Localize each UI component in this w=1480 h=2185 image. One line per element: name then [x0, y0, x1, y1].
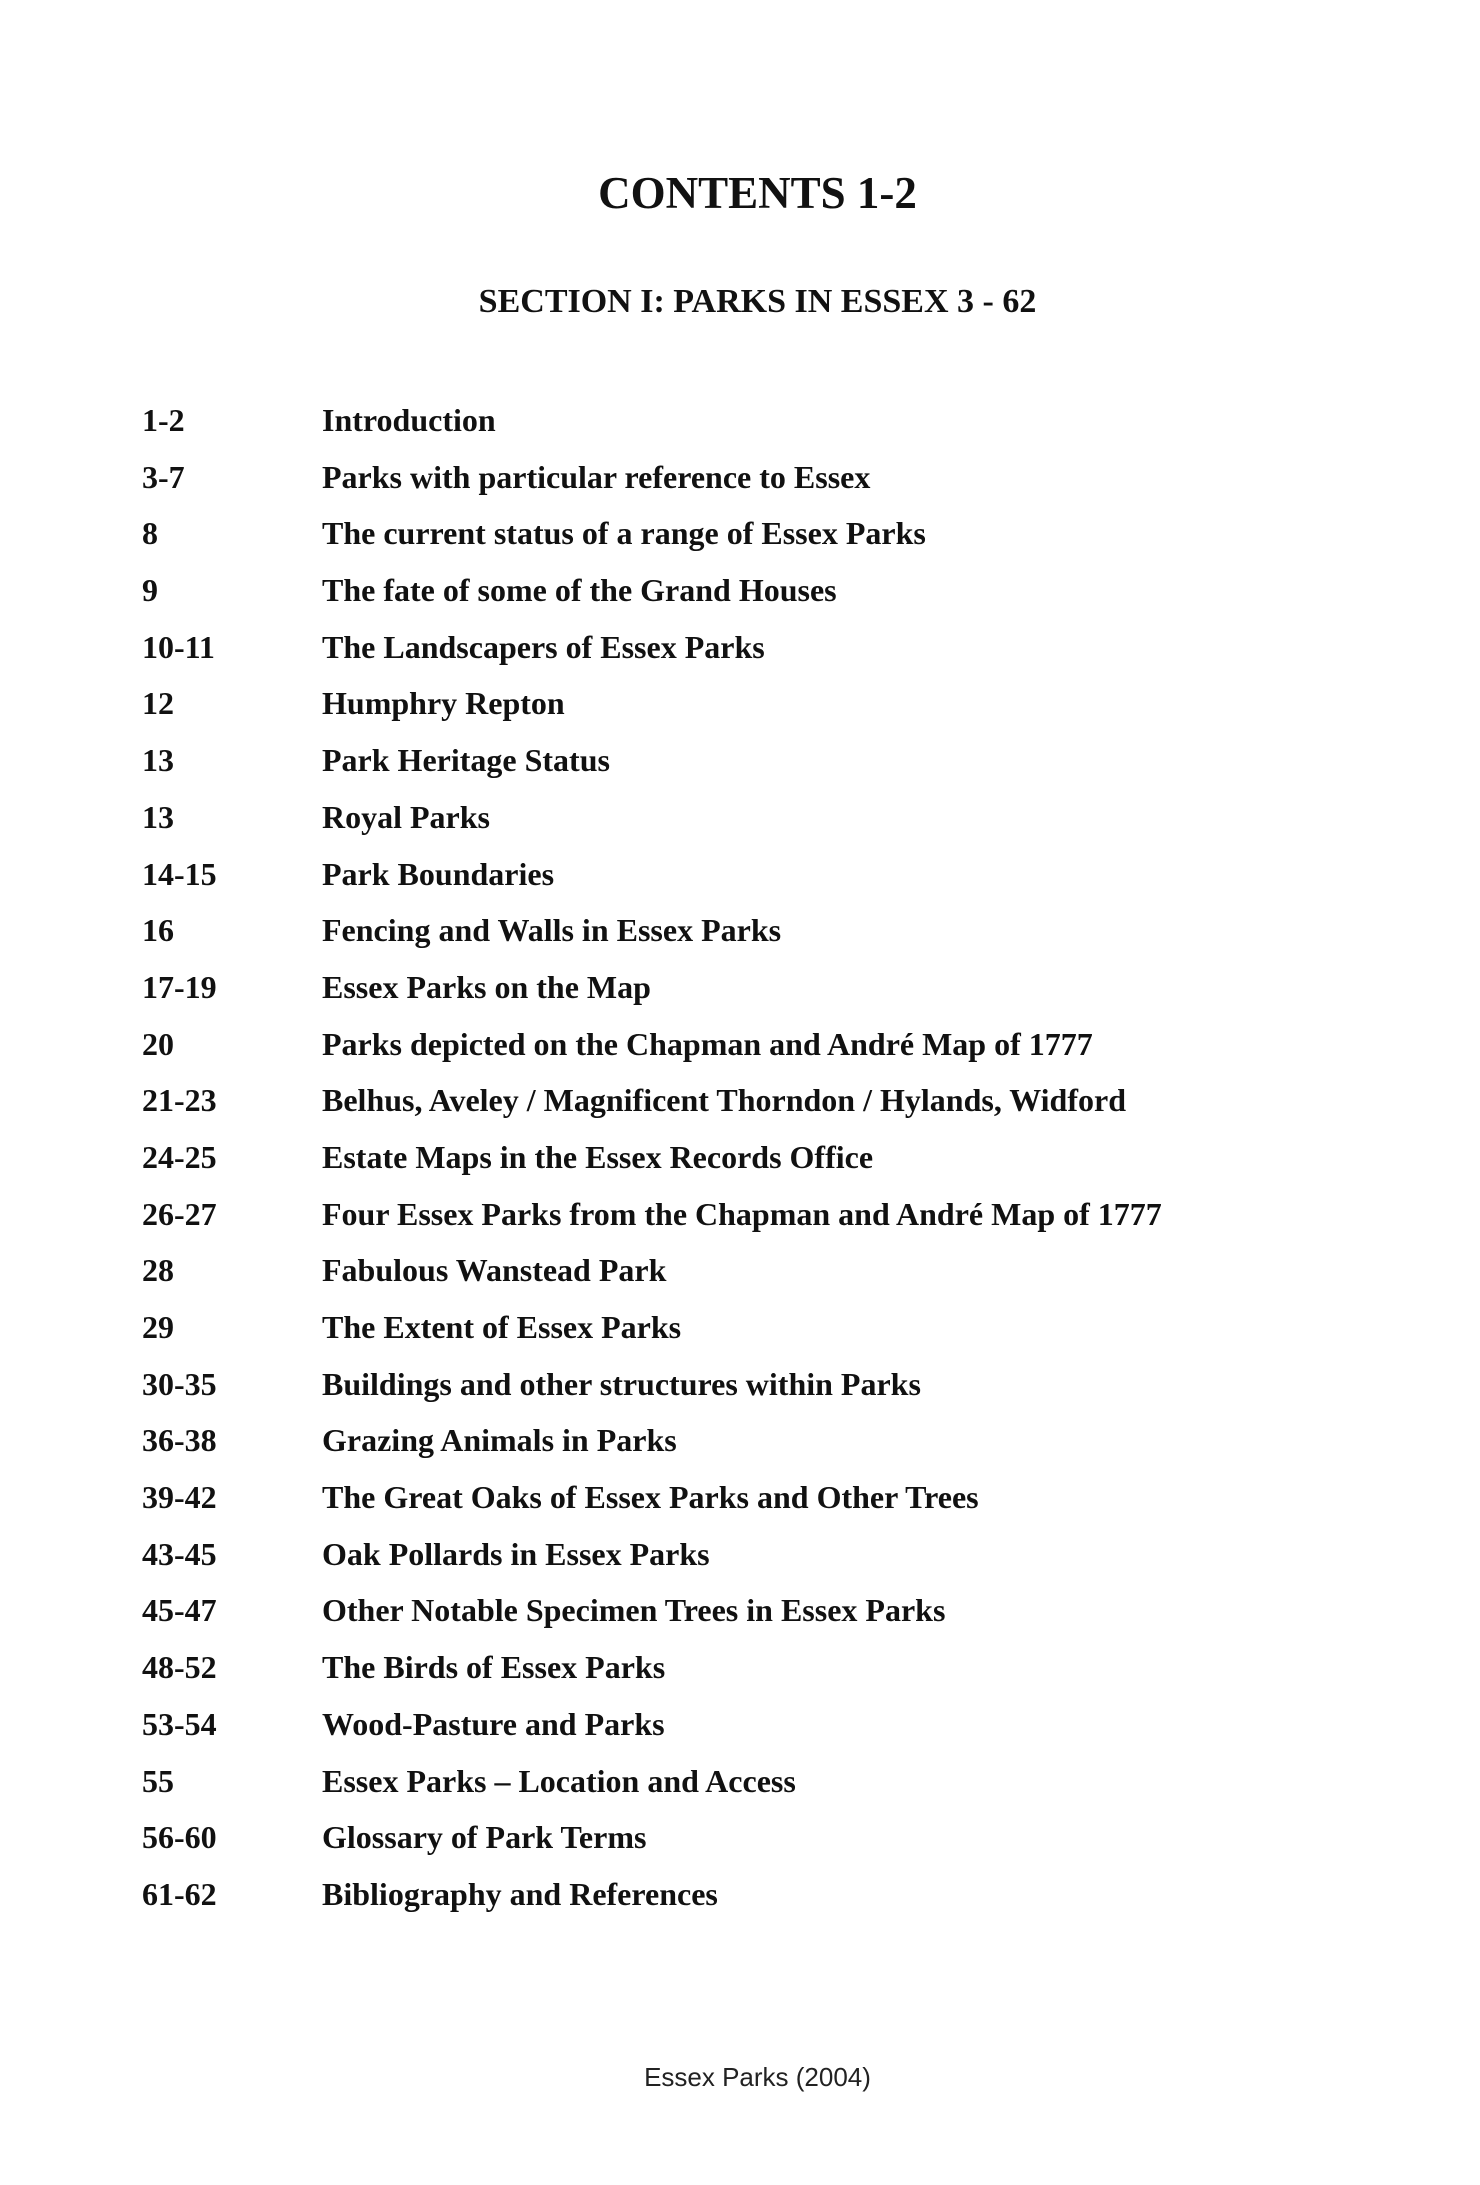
toc-entry: [142, 1305, 1342, 1362]
toc-entry-title: Oak Pollards in Essex Parks: [322, 1535, 710, 1572]
toc-entry-title: The Landscapers of Essex Parks: [322, 628, 765, 665]
toc-entry-title: Grazing Animals in Parks: [322, 1422, 677, 1459]
toc-entry-title: Four Essex Parks from the Chapman and André Map of 1777: [322, 1195, 1162, 1232]
toc-page-range: 45-47: [142, 1592, 217, 1629]
toc-entry: [142, 965, 1342, 1022]
page-footer: Essex Parks (2004): [644, 2062, 871, 2092]
toc-entry-title: Wood-Pasture and Parks: [322, 1705, 665, 1742]
toc-page-range: 8: [142, 515, 158, 552]
page-title: CONTENTS 1-2: [598, 168, 917, 218]
toc-entry-title: Introduction: [322, 402, 496, 438]
toc-entry-title: Buildings and other structures within Parks: [322, 1365, 921, 1402]
toc-entry-title: Bibliography and References: [322, 1875, 718, 1912]
toc-page-range: 61-62: [142, 1875, 217, 1912]
toc-entry-title: Estate Maps in the Essex Records Office: [322, 1138, 874, 1175]
toc-page-range: 55: [142, 1762, 174, 1799]
toc-entry-title: Park Heritage Status: [322, 742, 610, 779]
table-of-contents: [142, 398, 1342, 1929]
toc-entry: [142, 1248, 1342, 1305]
toc-entry-title: Parks with particular reference to Essex: [322, 458, 871, 495]
toc-entry-title: Glossary of Park Terms: [322, 1819, 647, 1856]
toc-entry: [142, 1475, 1342, 1532]
toc-entry: [142, 1192, 1342, 1249]
toc-entry-title: Parks depicted on the Chapman and André Map of 1777: [322, 1025, 1093, 1062]
toc-entry-title: Essex Parks on the Map: [322, 968, 651, 1005]
toc-page-range: 9: [142, 572, 158, 609]
toc-entry-title: Humphry Repton: [322, 685, 565, 722]
toc-page-range: 1-2: [142, 402, 185, 438]
toc-page-range: 39-42: [142, 1479, 217, 1516]
toc-entry: [142, 511, 1342, 568]
toc-entry-title: Park Boundaries: [322, 855, 555, 892]
toc-entry: [142, 625, 1342, 682]
toc-entry: [142, 1645, 1342, 1702]
toc-entry-title: Fencing and Walls in Essex Parks: [322, 912, 782, 949]
toc-page-range: 14-15: [142, 855, 217, 892]
toc-page-range: 29: [142, 1309, 174, 1345]
toc-entry: [142, 1759, 1342, 1816]
toc-entry-title: The Extent of Essex Parks: [322, 1309, 682, 1345]
toc-entry-title: Belhus, Aveley / Magnificent Thorndon / Hylands, Widford: [322, 1082, 1126, 1119]
toc-entry-title: Fabulous Wanstead Park: [322, 1252, 667, 1289]
toc-entry-title: The Birds of Essex Parks: [322, 1649, 666, 1686]
toc-page-range: 36-38: [142, 1422, 217, 1459]
toc-page-range: 17-19: [142, 968, 217, 1005]
toc-page-range: 21-23: [142, 1082, 217, 1119]
toc-entry-title: The current status of a range of Essex Parks: [322, 515, 926, 552]
toc-page-range: 10-11: [142, 628, 215, 665]
toc-page-range: 30-35: [142, 1365, 217, 1402]
toc-entry: [142, 908, 1342, 965]
toc-entry: [142, 1078, 1342, 1135]
toc-entry: [142, 1815, 1342, 1872]
toc-page-range: 28: [142, 1252, 174, 1289]
toc-entry: [142, 1702, 1342, 1759]
toc-page-range: 3-7: [142, 458, 185, 495]
toc-entry: [142, 795, 1342, 852]
toc-entry: [142, 1872, 1342, 1929]
section-heading: SECTION I: PARKS IN ESSEX 3 - 62: [478, 283, 1037, 320]
toc-entry-title: Other Notable Specimen Trees in Essex Parks: [322, 1592, 946, 1629]
toc-page-range: 43-45: [142, 1535, 217, 1572]
toc-entry: [142, 568, 1342, 625]
toc-entry-title: Essex Parks – Location and Access: [322, 1762, 796, 1799]
toc-page-range: 13: [142, 742, 174, 779]
toc-page-range: 26-27: [142, 1195, 217, 1232]
toc-entry-title: The fate of some of the Grand Houses: [322, 572, 837, 609]
toc-entry-title: The Great Oaks of Essex Parks and Other Trees: [322, 1479, 979, 1516]
toc-entry: [142, 738, 1342, 795]
toc-entry: [142, 1418, 1342, 1475]
toc-entry-title: Royal Parks: [322, 798, 490, 835]
toc-entry: [142, 852, 1342, 909]
toc-entry: [142, 1588, 1342, 1645]
toc-page-range: 56-60: [142, 1819, 217, 1856]
toc-entry: [142, 1135, 1342, 1192]
toc-entry: [142, 398, 1342, 455]
toc-entry: [142, 455, 1342, 512]
toc-entry: [142, 1022, 1342, 1079]
toc-page-range: 12: [142, 685, 174, 722]
toc-page-range: 13: [142, 798, 174, 835]
toc-entry: [142, 1532, 1342, 1589]
toc-entry: [142, 1362, 1342, 1419]
toc-page-range: 24-25: [142, 1138, 217, 1175]
toc-entry: [142, 681, 1342, 738]
toc-page-range: 48-52: [142, 1649, 217, 1686]
toc-page-range: 53-54: [142, 1705, 217, 1742]
toc-page-range: 20: [142, 1025, 174, 1062]
toc-page-range: 16: [142, 912, 174, 949]
